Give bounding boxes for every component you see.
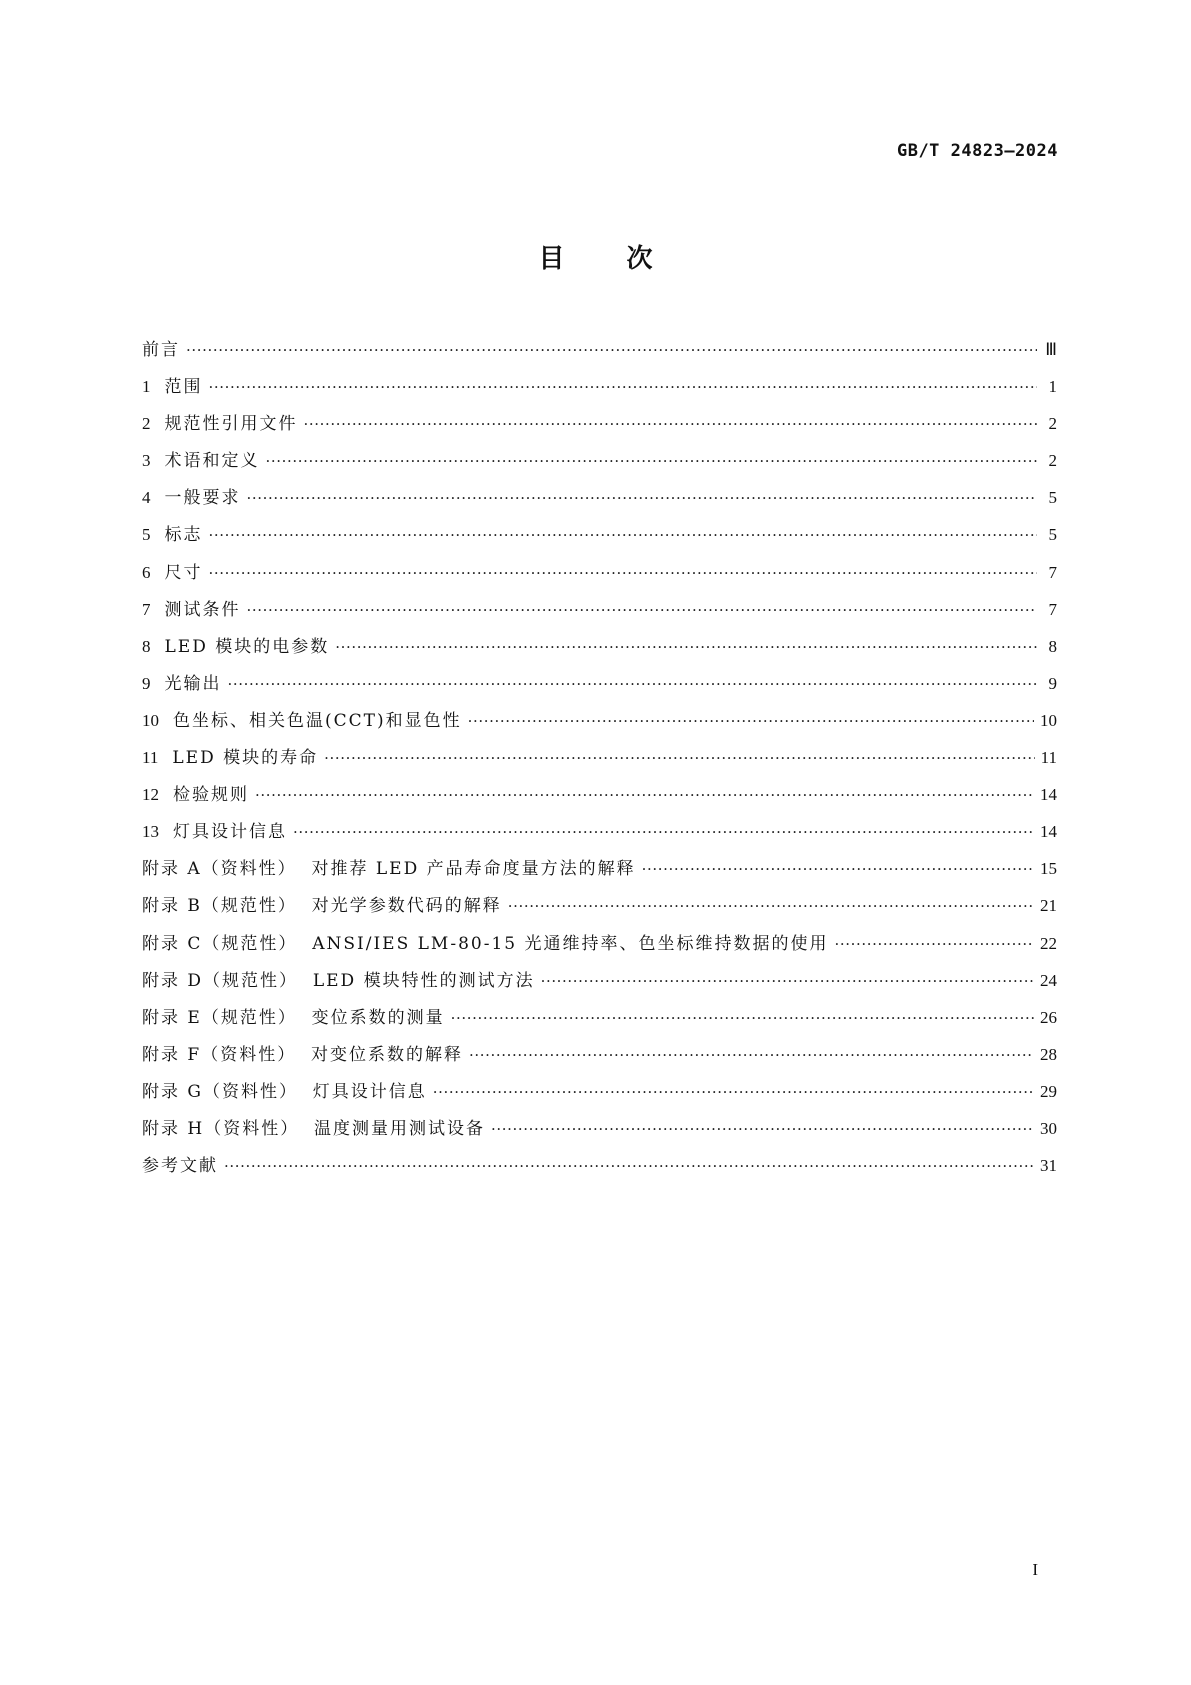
toc-entry-page: 1 <box>1048 377 1057 397</box>
toc-entry[interactable] <box>142 1118 1057 1155</box>
toc-entry-number: 1 <box>142 377 151 397</box>
toc-entry-label: 规范性引用文件 <box>164 414 298 435</box>
toc-dot-leader <box>209 562 1038 584</box>
toc-entry[interactable] <box>142 821 1057 858</box>
toc-entry[interactable] <box>142 1007 1057 1044</box>
toc-entry-label: 术语和定义 <box>164 451 260 472</box>
toc-entry-page: 2 <box>1048 451 1057 471</box>
toc-dot-leader <box>468 710 1034 732</box>
toc-entry-number: 9 <box>142 673 151 693</box>
toc-entry-number: 11 <box>142 748 159 768</box>
toc-entry-label: 附录 C（规范性） ANSI/IES LM-80-15 光通维持率、色坐标维持数据的使用 <box>142 933 829 954</box>
toc-dot-leader <box>247 599 1038 621</box>
toc-dot-leader <box>491 1118 1034 1140</box>
toc-dot-leader <box>451 1007 1034 1029</box>
toc-dot-leader <box>209 376 1038 398</box>
toc-entry-number: 7 <box>142 599 151 619</box>
toc-entry[interactable] <box>142 636 1057 673</box>
toc-entry-label: 附录 A（资料性） 对推荐 LED 产品寿命度量方法的解释 <box>142 859 636 880</box>
toc-entry[interactable] <box>142 376 1057 413</box>
toc-entry-label: 一般要求 <box>164 488 241 509</box>
toc-entry-label: 前言 <box>142 340 180 360</box>
toc-entry-number: 2 <box>142 414 151 434</box>
toc-entry-page: Ⅲ <box>1045 340 1057 359</box>
toc-dot-leader <box>433 1081 1034 1103</box>
toc-entry-page: 7 <box>1048 562 1057 582</box>
toc-entry-label: 灯具设计信息 <box>173 822 287 843</box>
toc-entry-page: 9 <box>1048 673 1057 693</box>
toc-entry[interactable] <box>142 413 1057 450</box>
toc-entry-label: 范围 <box>164 377 203 398</box>
toc-dot-leader <box>508 895 1034 917</box>
toc-entry-number: 6 <box>142 562 151 582</box>
toc-entry[interactable] <box>142 1081 1057 1118</box>
toc-dot-leader <box>324 747 1035 769</box>
toc-entry-page: 5 <box>1048 525 1057 545</box>
toc-dot-leader <box>293 821 1034 843</box>
toc-entry[interactable] <box>142 450 1057 487</box>
toc-entry-label: LED 模块的电参数 <box>164 636 330 657</box>
toc-entry-number: 12 <box>142 785 159 805</box>
toc-entry-page: 10 <box>1040 710 1057 730</box>
toc-entry-number: 5 <box>142 525 151 545</box>
toc-entry[interactable] <box>142 1044 1057 1081</box>
toc-entry-label: LED 模块的寿命 <box>172 748 319 769</box>
toc-entry-page: 31 <box>1040 1156 1057 1176</box>
table-of-contents <box>142 339 1057 1192</box>
toc-entry[interactable] <box>142 933 1057 970</box>
toc-entry-page: 2 <box>1048 414 1057 434</box>
toc-entry-label: 附录 E（规范性） 变位系数的测量 <box>142 1007 445 1028</box>
toc-entry-label: 附录 H（资料性） 温度测量用测试设备 <box>142 1118 486 1139</box>
toc-entry[interactable] <box>142 562 1057 599</box>
toc-entry-page: 14 <box>1040 822 1057 842</box>
toc-entry-label: 检验规则 <box>173 785 249 806</box>
toc-entry-label: 测试条件 <box>164 599 241 620</box>
toc-entry-label: 光输出 <box>164 673 222 694</box>
toc-entry-page: 28 <box>1040 1044 1057 1064</box>
toc-entry[interactable] <box>142 710 1057 747</box>
toc-entry[interactable] <box>142 784 1057 821</box>
toc-entry[interactable] <box>142 747 1057 784</box>
toc-entry-number: 10 <box>142 710 159 730</box>
page-title: 目次 <box>538 244 715 274</box>
toc-entry-page: 29 <box>1040 1081 1057 1101</box>
toc-entry-label: 尺寸 <box>164 562 203 583</box>
toc-entry[interactable] <box>142 970 1057 1007</box>
page-number: I <box>1032 1560 1038 1579</box>
toc-entry-page: 8 <box>1048 636 1057 656</box>
toc-entry-page: 21 <box>1040 896 1057 916</box>
toc-entry[interactable] <box>142 524 1057 561</box>
toc-dot-leader <box>266 450 1038 472</box>
toc-entry-page: 15 <box>1040 859 1057 879</box>
toc-dot-leader <box>335 636 1037 658</box>
toc-entry-label: 附录 B（规范性） 对光学参数代码的解释 <box>142 896 502 917</box>
toc-dot-leader <box>224 1155 1034 1177</box>
toc-dot-leader <box>469 1044 1034 1066</box>
toc-entry[interactable] <box>142 1155 1057 1192</box>
toc-dot-leader <box>642 858 1034 880</box>
toc-entry-label: 附录 G（资料性） 灯具设计信息 <box>142 1081 427 1102</box>
toc-entry-page: 22 <box>1040 933 1057 953</box>
toc-entry[interactable] <box>142 858 1057 895</box>
toc-entry-label: 附录 D（规范性） LED 模块特性的测试方法 <box>142 970 535 991</box>
toc-entry[interactable] <box>142 895 1057 932</box>
toc-entry-page: 30 <box>1040 1118 1057 1138</box>
toc-entry-number: 13 <box>142 822 159 842</box>
toc-entry-number: 4 <box>142 488 151 508</box>
standard-code: GB/T 24823—2024 <box>896 141 1058 161</box>
toc-entry[interactable] <box>142 339 1057 376</box>
toc-entry-number: 3 <box>142 451 151 471</box>
toc-dot-leader <box>304 413 1038 435</box>
toc-entry-label: 附录 F（资料性） 对变位系数的解释 <box>142 1044 464 1065</box>
toc-entry-page: 24 <box>1040 970 1057 990</box>
toc-entry-page: 11 <box>1040 748 1057 768</box>
toc-entry-page: 5 <box>1048 488 1057 508</box>
toc-entry-page: 14 <box>1040 785 1057 805</box>
toc-dot-leader <box>228 673 1038 695</box>
toc-entry-page: 26 <box>1040 1007 1057 1027</box>
toc-entry[interactable] <box>142 599 1057 636</box>
toc-entry-number: 8 <box>142 636 151 656</box>
toc-dot-leader <box>209 524 1038 546</box>
toc-dot-leader <box>247 487 1038 509</box>
toc-entry[interactable] <box>142 487 1057 524</box>
toc-dot-leader <box>186 339 1037 361</box>
toc-dot-leader <box>541 970 1034 992</box>
toc-entry[interactable] <box>142 673 1057 710</box>
toc-entry-label: 参考文献 <box>142 1156 218 1177</box>
toc-entry-page: 7 <box>1048 599 1057 619</box>
toc-dot-leader <box>835 933 1035 955</box>
toc-entry-label: 标志 <box>164 525 203 546</box>
toc-entry-label: 色坐标、相关色温(CCT)和显色性 <box>173 710 462 731</box>
toc-dot-leader <box>255 784 1034 806</box>
